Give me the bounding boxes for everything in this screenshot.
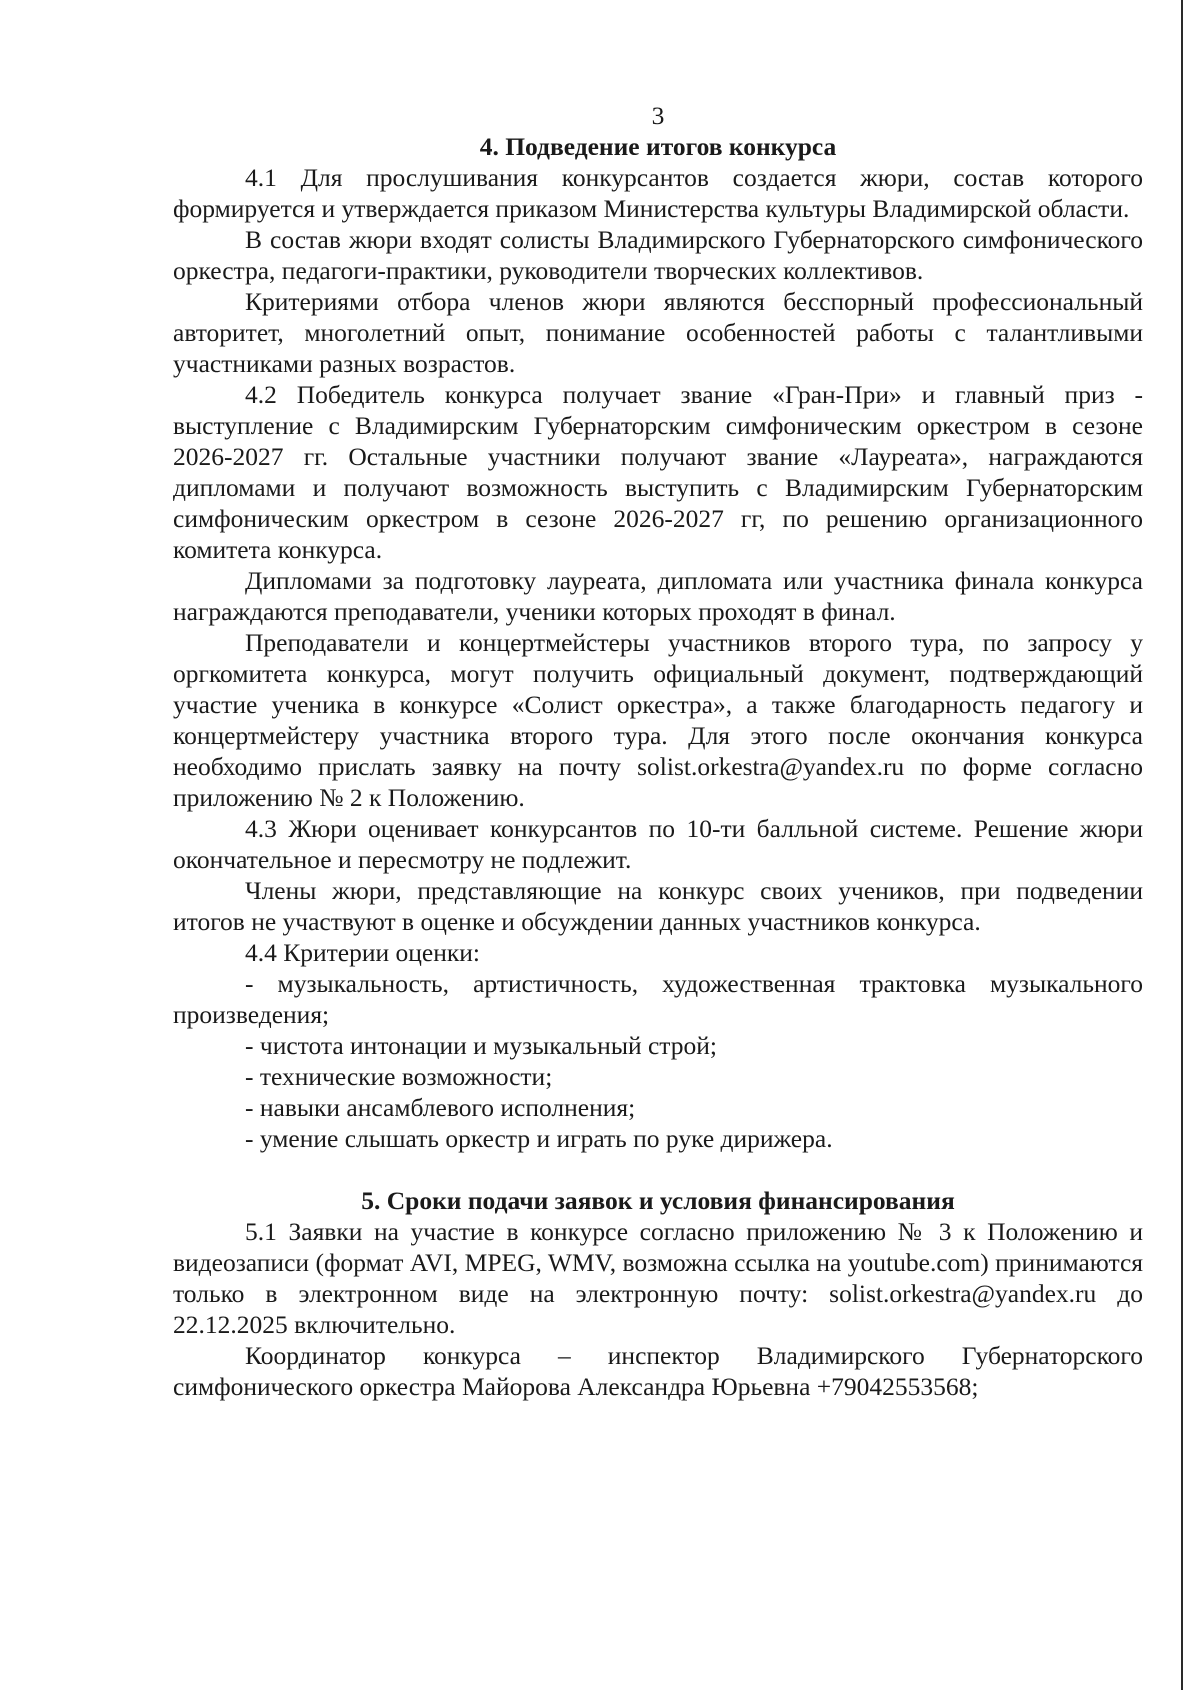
criteria-item: - умение слышать оркестр и играть по руке дирижера. (245, 1124, 833, 1153)
paragraph-4-2: 4.2 Победитель конкурса получает звание «Гран-При» и главный приз - выступление с Владимирским Губернаторским симфоническим оркестром в сезоне 2026-2027 гг. Остальные участники получают звание «Лауреата», награждаются дипломами и получают возможность выступить с Владимирским Губернаторским симфоническим оркестром в сезоне 2026-2027 гг, по решению организационного комитета конкурса. (173, 380, 1143, 564)
paragraph-5-1: 5.1 Заявки на участие в конкурсе согласно приложению № 3 к Положению и видеозаписи (формат AVI, MPEG, WMV, возможна ссылка на youtube.com) принимаются только в электронном виде на электронную почту: solist.orkestra@yandex.ru до 22.12.2025 включительно. (173, 1217, 1143, 1339)
criteria-item: - чистота интонации и музыкальный строй; (245, 1031, 717, 1060)
paragraph-4-1: 4.1 Для прослушивания конкурсантов создается жюри, состав которого формируется и утверждается приказом Министерства культуры Владимирской области. (173, 163, 1143, 223)
section-spacer (173, 1154, 1143, 1185)
criteria-item: - технические возможности; (245, 1062, 553, 1091)
paragraph-teachers: Преподаватели и концертмейстеры участников второго тура, по запросу у оргкомитета конкурса, могут получить официальный документ, подтверждающий участие ученика в конкурсе «Солист оркестра», а также благодарность педагогу и концертмейстеру участника второго тура. Для этого после окончания конкурса необходимо прислать заявку на почту solist.orkestra@yandex.ru по форме согласно приложению № 2 к Положению. (173, 628, 1143, 812)
paragraph-4-4: 4.4 Критерии оценки: (245, 938, 481, 967)
paragraph-jury-composition: В состав жюри входят солисты Владимирского Губернаторского симфонического оркестра, педагоги-практики, руководители творческих коллективов. (173, 225, 1143, 285)
paragraph-jury-members: Члены жюри, представляющие на конкурс своих учеников, при подведении итогов не участвуют в оценке и обсуждении данных участников конкурса. (173, 876, 1143, 936)
criteria-item: - музыкальность, артистичность, художественная трактовка музыкального произведения; (173, 969, 1143, 1029)
document-page (173, 100, 1143, 1402)
section-5-heading: 5. Сроки подачи заявок и условия финансирования (361, 1186, 955, 1215)
paragraph-jury-criteria: Критериями отбора членов жюри являются бесспорный профессиональный авторитет, многолетний опыт, понимание особенностей работы с талантливыми участниками разных возрастов. (173, 287, 1143, 378)
section-4-heading: 4. Подведение итогов конкурса (479, 132, 837, 161)
page-number: 3 (651, 101, 665, 130)
scan-edge-line (1181, 0, 1183, 1690)
criteria-item: - навыки ансамблевого исполнения; (245, 1093, 636, 1122)
paragraph-coordinator: Координатор конкурса – инспектор Владимирского Губернаторского симфонического оркестра Майорова Александра Юрьевна +79042553568; (173, 1341, 1143, 1401)
paragraph-4-3: 4.3 Жюри оценивает конкурсантов по 10-ти балльной системе. Решение жюри окончательное и пересмотру не подлежит. (173, 814, 1143, 874)
paragraph-diplomas: Дипломами за подготовку лауреата, дипломата или участника финала конкурса награждаются преподаватели, ученики которых проходят в финал. (173, 566, 1143, 626)
